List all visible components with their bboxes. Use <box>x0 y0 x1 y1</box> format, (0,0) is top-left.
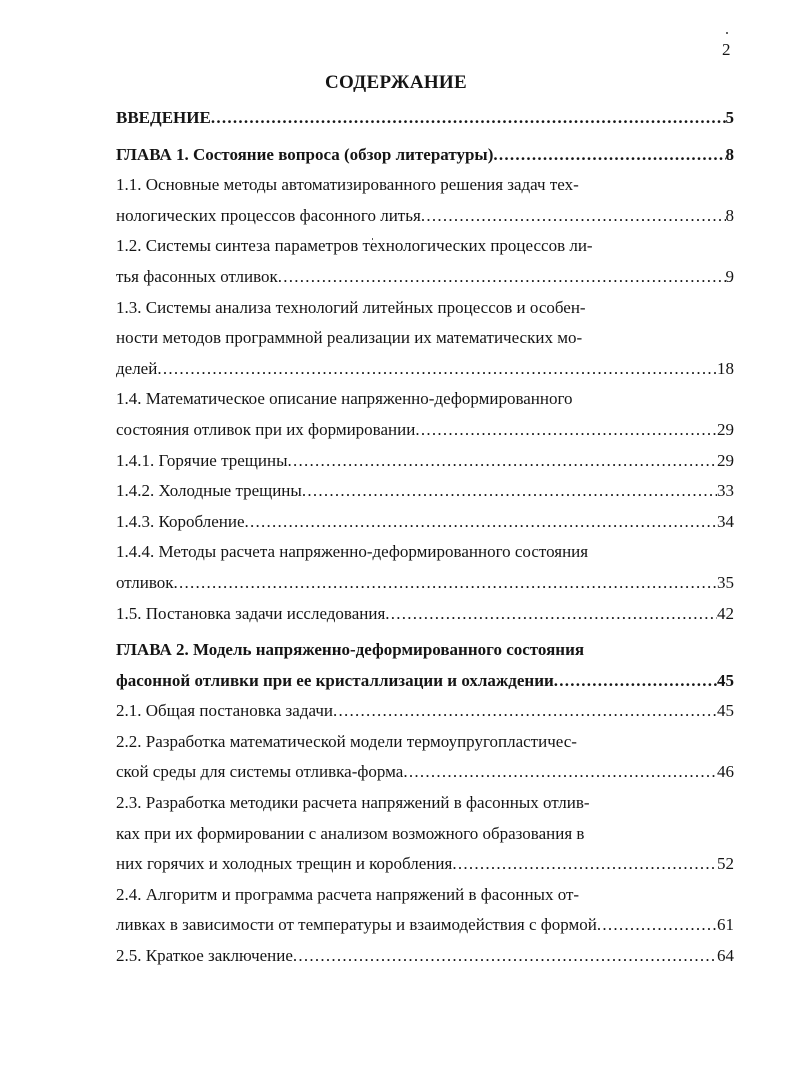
toc-entry-leader-line <box>116 507 734 538</box>
toc-page-number: 35 <box>717 572 734 592</box>
toc-entry-line: 1.2. Системы синтеза параметров технологических процессов ли- <box>116 236 593 256</box>
dot-leader <box>157 354 717 385</box>
toc-entry-line: 1.4. Математическое описание напряженно-деформированного <box>116 389 573 409</box>
toc-page-number: 52 <box>717 854 734 874</box>
toc-section-entry <box>116 941 734 972</box>
toc-entry-leader-line <box>116 103 734 134</box>
toc-entry-title: ГЛАВА 1. Состояние вопроса (обзор литературы) <box>116 144 494 164</box>
toc-section-entry <box>116 476 734 507</box>
toc-entry-title: 2.5. Краткое заключение <box>116 946 293 966</box>
toc-entry-leader-line <box>116 446 734 477</box>
toc-section-entry <box>116 231 734 292</box>
toc-section-entry <box>116 599 734 630</box>
toc-entry-leader-line <box>116 696 734 727</box>
toc-section-entry <box>116 384 734 445</box>
dot-leader <box>333 696 717 727</box>
toc-section-entry <box>116 170 734 231</box>
toc-entry-title: 1.4.2. Холодные трещины <box>116 481 302 501</box>
toc-page-number: 29 <box>717 450 734 470</box>
toc-entry-line: ках при их формировании с анализом возможного образования в <box>116 823 585 843</box>
toc-entry-line: 1.1. Основные методы автоматизированного решения задач тех- <box>116 175 579 195</box>
toc-entry-title: нологических процессов фасонного литья <box>116 205 421 225</box>
toc-entry-title: делей <box>116 358 158 378</box>
toc-entry-leader-line <box>116 941 734 972</box>
toc-entry-line: 2.2. Разработка математической модели термоупругопластичес- <box>116 731 577 751</box>
toc-section-entry <box>116 446 734 477</box>
toc-entry-title: отливок <box>116 572 174 592</box>
toc-page-number: 45 <box>717 701 734 721</box>
toc-entry-leader-line <box>116 568 734 599</box>
toc-page-number: 61 <box>717 915 734 935</box>
toc-section-entry <box>116 727 734 788</box>
toc-entry-leader-line <box>116 354 734 385</box>
toc-entry-line: 2.3. Разработка методики расчета напряжений в фасонных отлив- <box>116 793 590 813</box>
toc-page-number: 8 <box>725 144 734 164</box>
toc-entry-title: них горячих и холодных трещин и коробления <box>116 854 453 874</box>
dot-leader <box>554 666 717 697</box>
page-title: СОДЕРЖАНИЕ <box>325 72 467 93</box>
dot-leader <box>597 910 717 941</box>
toc-entry-leader-line <box>116 140 734 171</box>
toc-entry-leader-line <box>116 476 734 507</box>
toc-entry-leader-line <box>116 666 734 697</box>
toc-page-number: 42 <box>717 603 734 623</box>
toc-entry-leader-line <box>116 757 734 788</box>
toc-entry-title: ской среды для системы отливка-форма <box>116 762 404 782</box>
dot-leader <box>293 941 717 972</box>
toc-entry-leader-line <box>116 262 734 293</box>
toc-section-entry <box>116 293 734 385</box>
toc-entry-title: 1.4.3. Коробление <box>116 511 245 531</box>
dot-leader <box>421 201 726 232</box>
dot-leader <box>211 103 726 134</box>
toc-entry-line: ГЛАВА 2. Модель напряженно-деформированного состояния <box>116 640 585 660</box>
toc-entry-leader-line <box>116 415 734 446</box>
toc-page-number: 8 <box>725 205 734 225</box>
dot-leader <box>302 476 717 507</box>
toc-entry-line: 1.3. Системы анализа технологий литейных процессов и особен- <box>116 297 586 317</box>
dot-leader <box>403 757 717 788</box>
toc-section-entry <box>116 507 734 538</box>
toc-chapter-entry <box>116 635 734 696</box>
toc-page-number: 29 <box>717 419 734 439</box>
dot-leader <box>493 140 725 171</box>
toc-entry-title: 1.5. Постановка задачи исследования <box>116 603 386 623</box>
scan-speck <box>726 32 728 34</box>
dot-leader <box>452 849 717 880</box>
toc-chapter-entry <box>116 103 734 134</box>
toc-entry-title: ливках в зависимости от температуры и взаимодействия с формой <box>116 915 597 935</box>
page-number: 2 <box>722 40 731 59</box>
toc-entry-line: 2.4. Алгоритм и программа расчета напряжений в фасонных от- <box>116 884 580 904</box>
toc-section-entry <box>116 537 734 598</box>
dot-leader <box>245 507 718 538</box>
toc-entry-title: состояния отливок при их формировании <box>116 419 416 439</box>
toc-entry-title: тья фасонных отливок <box>116 266 278 286</box>
toc-page-number: 33 <box>717 481 734 501</box>
toc-entry-leader-line <box>116 910 734 941</box>
toc-section-entry <box>116 696 734 727</box>
toc-entry-line: 1.4.4. Методы расчета напряженно-деформированного состояния <box>116 542 589 562</box>
toc-page-number: 5 <box>725 108 734 127</box>
toc-chapter-entry <box>116 140 734 171</box>
toc-page-number: 45 <box>717 670 734 690</box>
toc-page-number: 18 <box>717 358 734 378</box>
toc-entry-title: 1.4.1. Горячие трещины <box>116 450 288 470</box>
dot-leader <box>288 446 718 477</box>
table-of-contents <box>116 103 734 972</box>
toc-entry-title: ВВЕДЕНИЕ <box>116 108 211 127</box>
toc-entry-title: 2.1. Общая постановка задачи <box>116 701 333 721</box>
toc-section-entry <box>116 880 734 941</box>
toc-page-number: 64 <box>717 946 734 966</box>
dot-leader <box>278 262 726 293</box>
dot-leader <box>174 568 717 599</box>
toc-page-number: 9 <box>725 266 734 286</box>
toc-entry-leader-line <box>116 849 734 880</box>
toc-page-number: 46 <box>717 762 734 782</box>
dot-leader <box>385 599 717 630</box>
toc-entry-title: фасонной отливки при ее кристаллизации и охлаждении <box>116 670 554 690</box>
toc-entry-leader-line <box>116 201 734 232</box>
toc-section-entry <box>116 788 734 880</box>
toc-entry-leader-line <box>116 599 734 630</box>
toc-page-number: 34 <box>717 511 734 531</box>
dot-leader <box>415 415 717 446</box>
toc-entry-line: ности методов программной реализации их математических мо- <box>116 328 583 348</box>
